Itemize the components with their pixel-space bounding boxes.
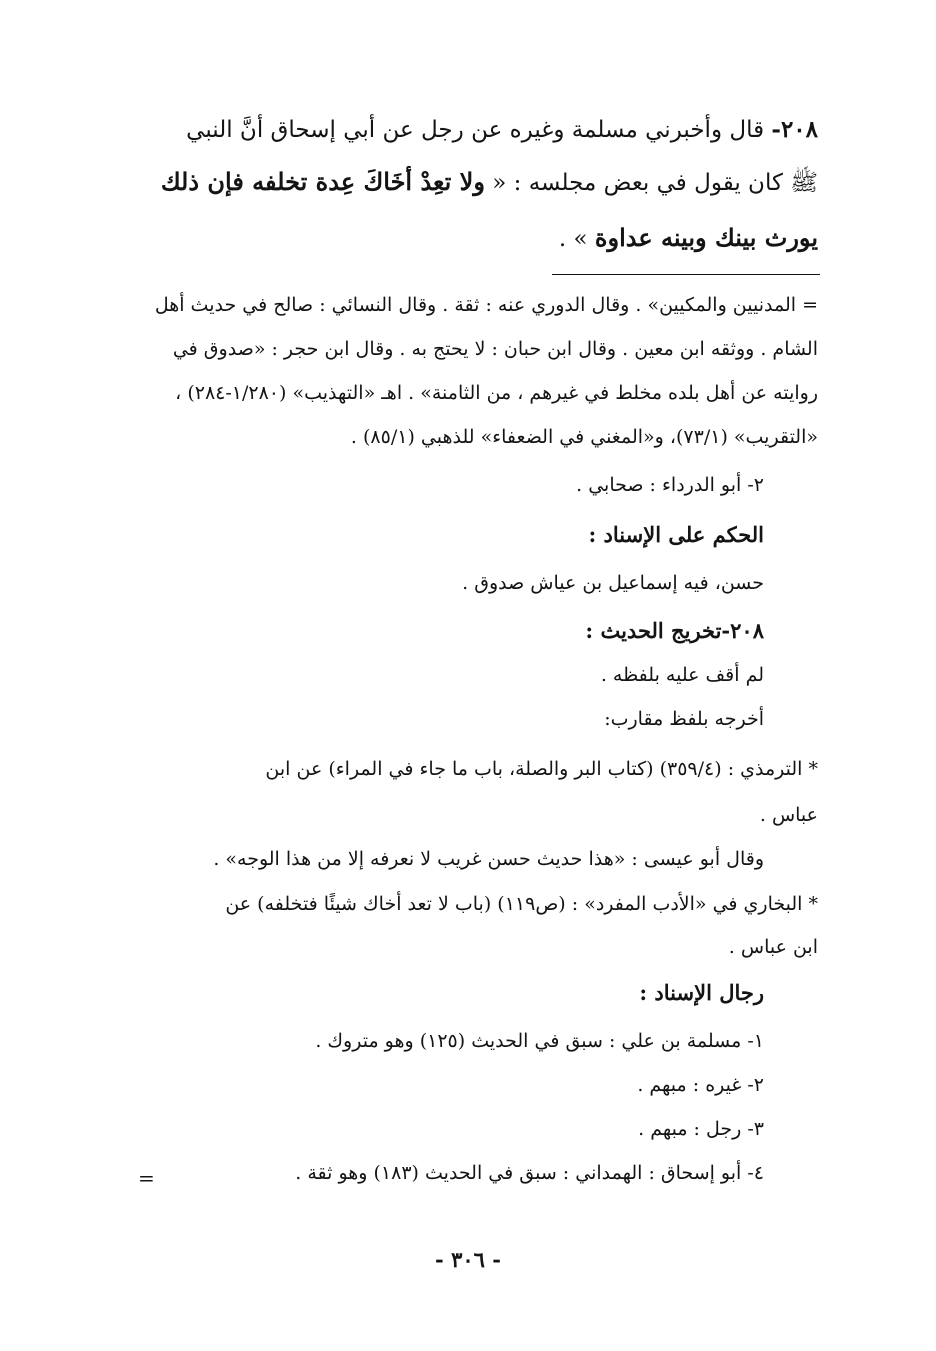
hadith-line-2-text: ﷺ كان يقول في بعض مجلسه : « bbox=[492, 170, 818, 196]
narrator-4: ٤- أبو إسحاق : الهمداني : سبق في الحديث (١٨٣) وهو ثقة . bbox=[295, 1162, 764, 1184]
footnote-line-2: الشام . ووثقه ابن معين . وقال ابن حبان : لا يحتج به . وقال ابن حجر : «صدوق في bbox=[172, 338, 818, 360]
takhrij-heading: ٢٠٨-تخريج الحديث : bbox=[585, 618, 764, 643]
takhrij-intro: أخرجه بلفظ مقارب: bbox=[604, 708, 764, 730]
hadith-line-1 bbox=[186, 116, 818, 145]
takhrij-bukhari-cont: ابن عباس . bbox=[728, 936, 818, 958]
takhrij-abu-isa: وقال أبو عيسى : «هذا حديث حسن غريب لا نعرفه إلا من هذا الوجه» . bbox=[213, 848, 764, 870]
footnote-line-4: «التقريب» (٧٣/١)، و«المغني في الضعفاء» للذهبي (٨٥/١) . bbox=[350, 426, 818, 448]
narrator-abu-darda: ٢- أبو الدرداء : صحابي . bbox=[576, 474, 764, 496]
page-number: - ٣٠٦ - bbox=[435, 1247, 501, 1272]
hadith-line-3 bbox=[559, 224, 818, 254]
hadith-quote-part-2: يورث بينك وبينه عداوة bbox=[594, 223, 818, 252]
hadith-line-1-text: قال وأخبرني مسلمة وغيره عن رجل عن أبي إسحاق أنَّ النبي bbox=[186, 117, 765, 143]
narrator-2: ٢- غيره : مبهم . bbox=[637, 1074, 764, 1096]
footnote-line-1: = المدنيين والمكيين» . وقال الدوري عنه : ثقة . وقال النسائي : صالح في حديث أهل bbox=[154, 294, 818, 316]
isnad-men-heading: رجال الإسناد : bbox=[639, 980, 764, 1005]
hadith-line-3-end: » . bbox=[558, 226, 588, 252]
narrator-1: ١- مسلمة بن علي : سبق في الحديث (١٢٥) وهو متروك . bbox=[315, 1030, 764, 1052]
hadith-quote-part-1: ولا تعِدْ أخَاكَ عِدة تخلفه فإن ذلك bbox=[160, 167, 485, 196]
continuation-mark: = bbox=[138, 1166, 155, 1190]
narrator-3: ٣- رجل : مبهم . bbox=[638, 1118, 764, 1140]
footnote-separator bbox=[552, 274, 820, 275]
hadith-line-2 bbox=[161, 168, 818, 198]
takhrij-bukhari: * البخاري في «الأدب المفرد» : (ص١١٩) (باب لا تعد أخاك شيئًا فتخلفه) عن bbox=[225, 893, 818, 915]
hadith-number: ٢٠٨- bbox=[771, 116, 818, 143]
takhrij-tirmidhi: * الترمذي : (٣٥٩/٤) (كتاب البر والصلة، باب ما جاء في المراء) عن ابن bbox=[265, 758, 818, 780]
isnad-ruling-heading: الحكم على الإسناد : bbox=[588, 522, 764, 547]
takhrij-tirmidhi-cont: عباس . bbox=[759, 804, 818, 826]
footnote-line-3: روايته عن أهل بلده مخلط في غيرهم ، من الثامنة» . اهـ «التهذيب» (١/٢٨٠-٢٨٤) ، bbox=[175, 382, 818, 404]
isnad-ruling-text: حسن، فيه إسماعيل بن عياش صدوق . bbox=[462, 572, 764, 594]
takhrij-not-found: لم أقف عليه بلفظه . bbox=[600, 664, 764, 686]
